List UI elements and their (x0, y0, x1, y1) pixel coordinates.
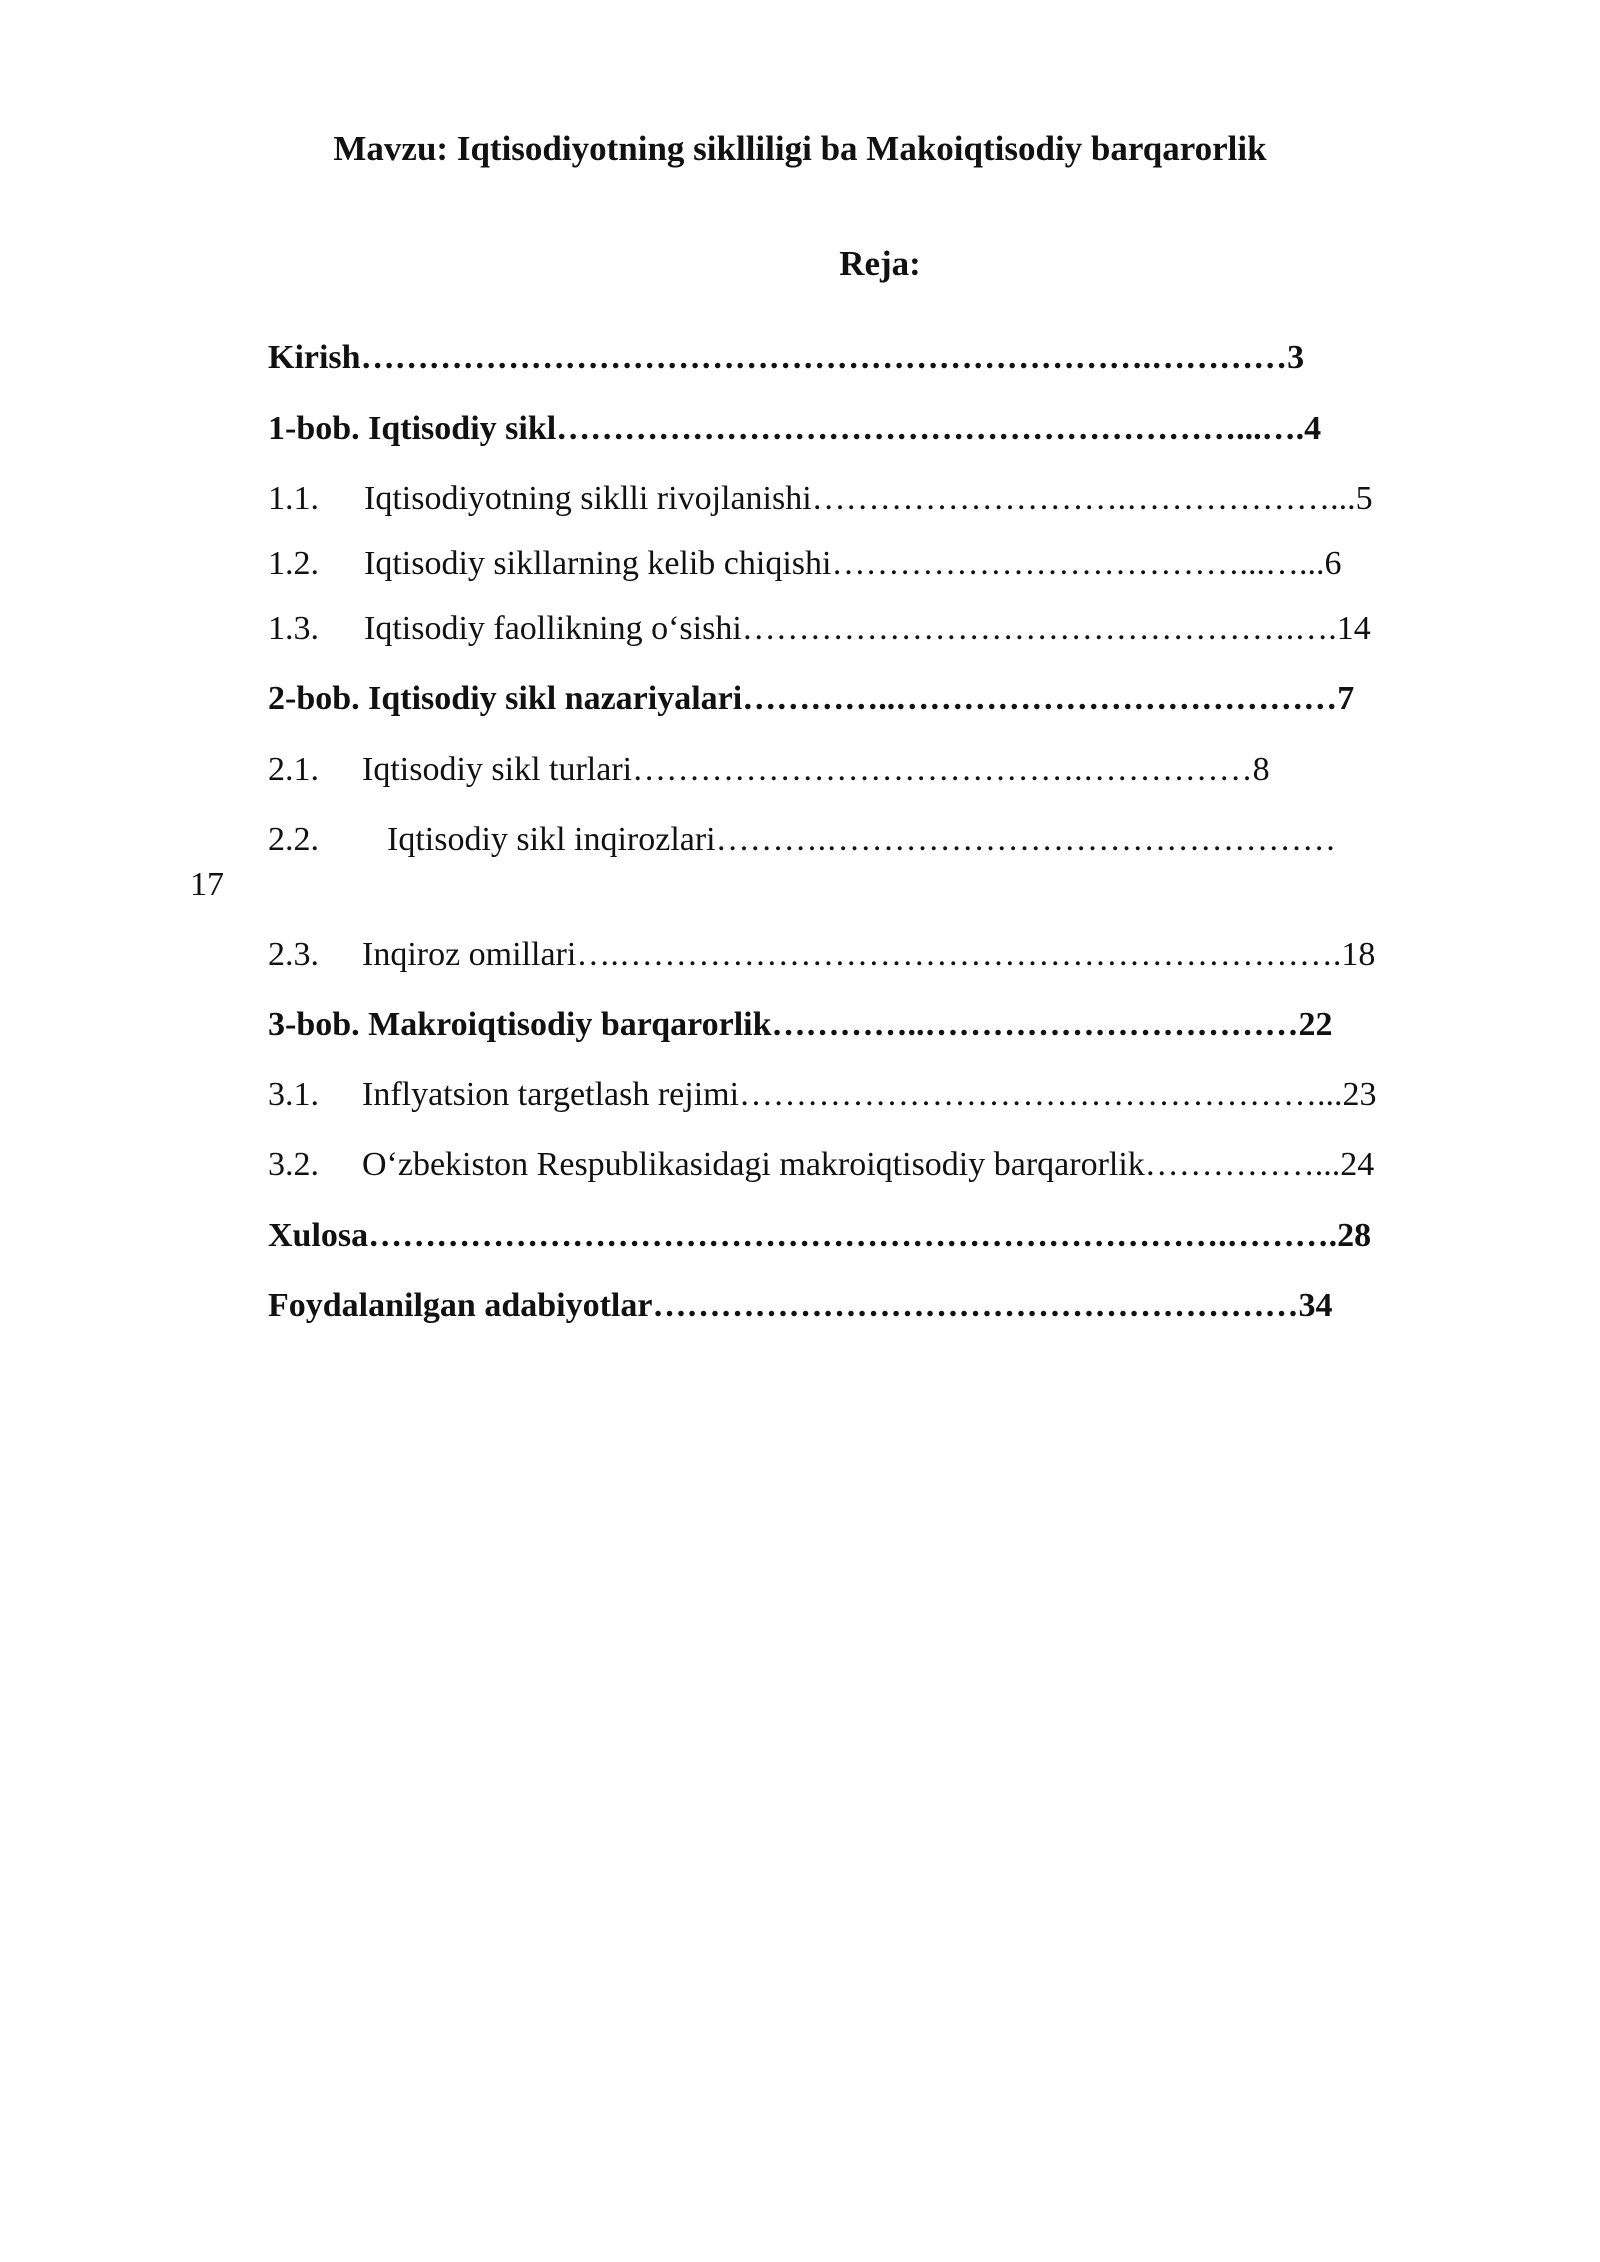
toc-entry-text: Iqtisodiy sikllarning kelib chiqishi………………………………...…...6 (364, 545, 1342, 582)
toc-entry-text: Inflyatsion targetlash rejimi……………………………………………...23 (362, 1076, 1377, 1113)
toc-entry-2-1 (268, 749, 1488, 791)
toc-entry-kirish (268, 337, 1488, 379)
toc-entry-2-3 (268, 934, 1488, 976)
toc-entry-number: 2.1. (268, 751, 319, 788)
toc-entry-text: Iqtisodiy faollikning o‘sishi………………………………………….….14 (364, 610, 1371, 647)
toc-entry-number: 1.2. (268, 545, 319, 582)
toc-entry-number: 1.1. (268, 480, 319, 517)
toc-entry-text: O‘zbekiston Respublikasidagi makroiqtisodiy barqarorlik……………...24 (362, 1146, 1375, 1183)
document-title: Mavzu: Iqtisodiyotning siklliligi ba Makoiqtisodiy barqarorlik (333, 129, 1267, 168)
toc-entry-references (268, 1285, 1488, 1327)
toc-entry-1-3 (268, 608, 1488, 650)
toc-entry-text: 3-bob. Makroiqtisodiy barqarorlik…………..……………………………22 (268, 1006, 1333, 1043)
toc-entry-number: 2.2. (268, 821, 319, 858)
toc-entry-text: Kirish…………………………………………………………….…………3 (268, 339, 1305, 376)
toc-entry-text: Xulosa………………………………………………………………….……….28 (268, 1217, 1372, 1254)
toc-entry-1-2 (268, 543, 1488, 585)
toc-entry-number: 1.3. (268, 610, 319, 647)
toc-entry-chapter-3 (268, 1004, 1488, 1046)
toc-entry-text: Inqiroz omillari….……………………………………………………….18 (362, 936, 1376, 973)
toc-entry-number: 3.2. (268, 1146, 319, 1183)
plan-heading: Reja: (839, 244, 921, 283)
toc-entry-number: 3.1. (268, 1076, 319, 1113)
toc-entry-chapter-2 (268, 678, 1488, 720)
toc-entry-2-2 (268, 819, 1488, 861)
wrapped-page-number: 17 (190, 866, 224, 903)
toc-entry-text: Iqtisodiy sikl turlari………………………………….……………8 (362, 751, 1270, 788)
toc-entry-text: 1-bob. Iqtisodiy sikl……………………………………………………...….4 (268, 410, 1322, 447)
toc-entry-1-1 (268, 478, 1488, 520)
toc-entry-text: Foydalanilgan adabiyotlar…………………………………………………34 (268, 1287, 1333, 1324)
toc-entry-number: 2.3. (268, 936, 319, 973)
toc-entry-chapter-1 (268, 408, 1488, 450)
toc-entry-text: Iqtisodiyotning siklli rivojlanishi……………………….………………...5 (364, 480, 1373, 517)
toc-entry-xulosa (268, 1215, 1488, 1257)
toc-entry-text: 2-bob. Iqtisodiy sikl nazariyalari…………..…………………………………7 (268, 680, 1355, 717)
toc-entry-3-1 (268, 1074, 1488, 1116)
toc-entry-3-2 (268, 1144, 1488, 1186)
toc-entry-text: Iqtisodiy sikl inqirozlari……….……………………………………… (387, 821, 1337, 858)
